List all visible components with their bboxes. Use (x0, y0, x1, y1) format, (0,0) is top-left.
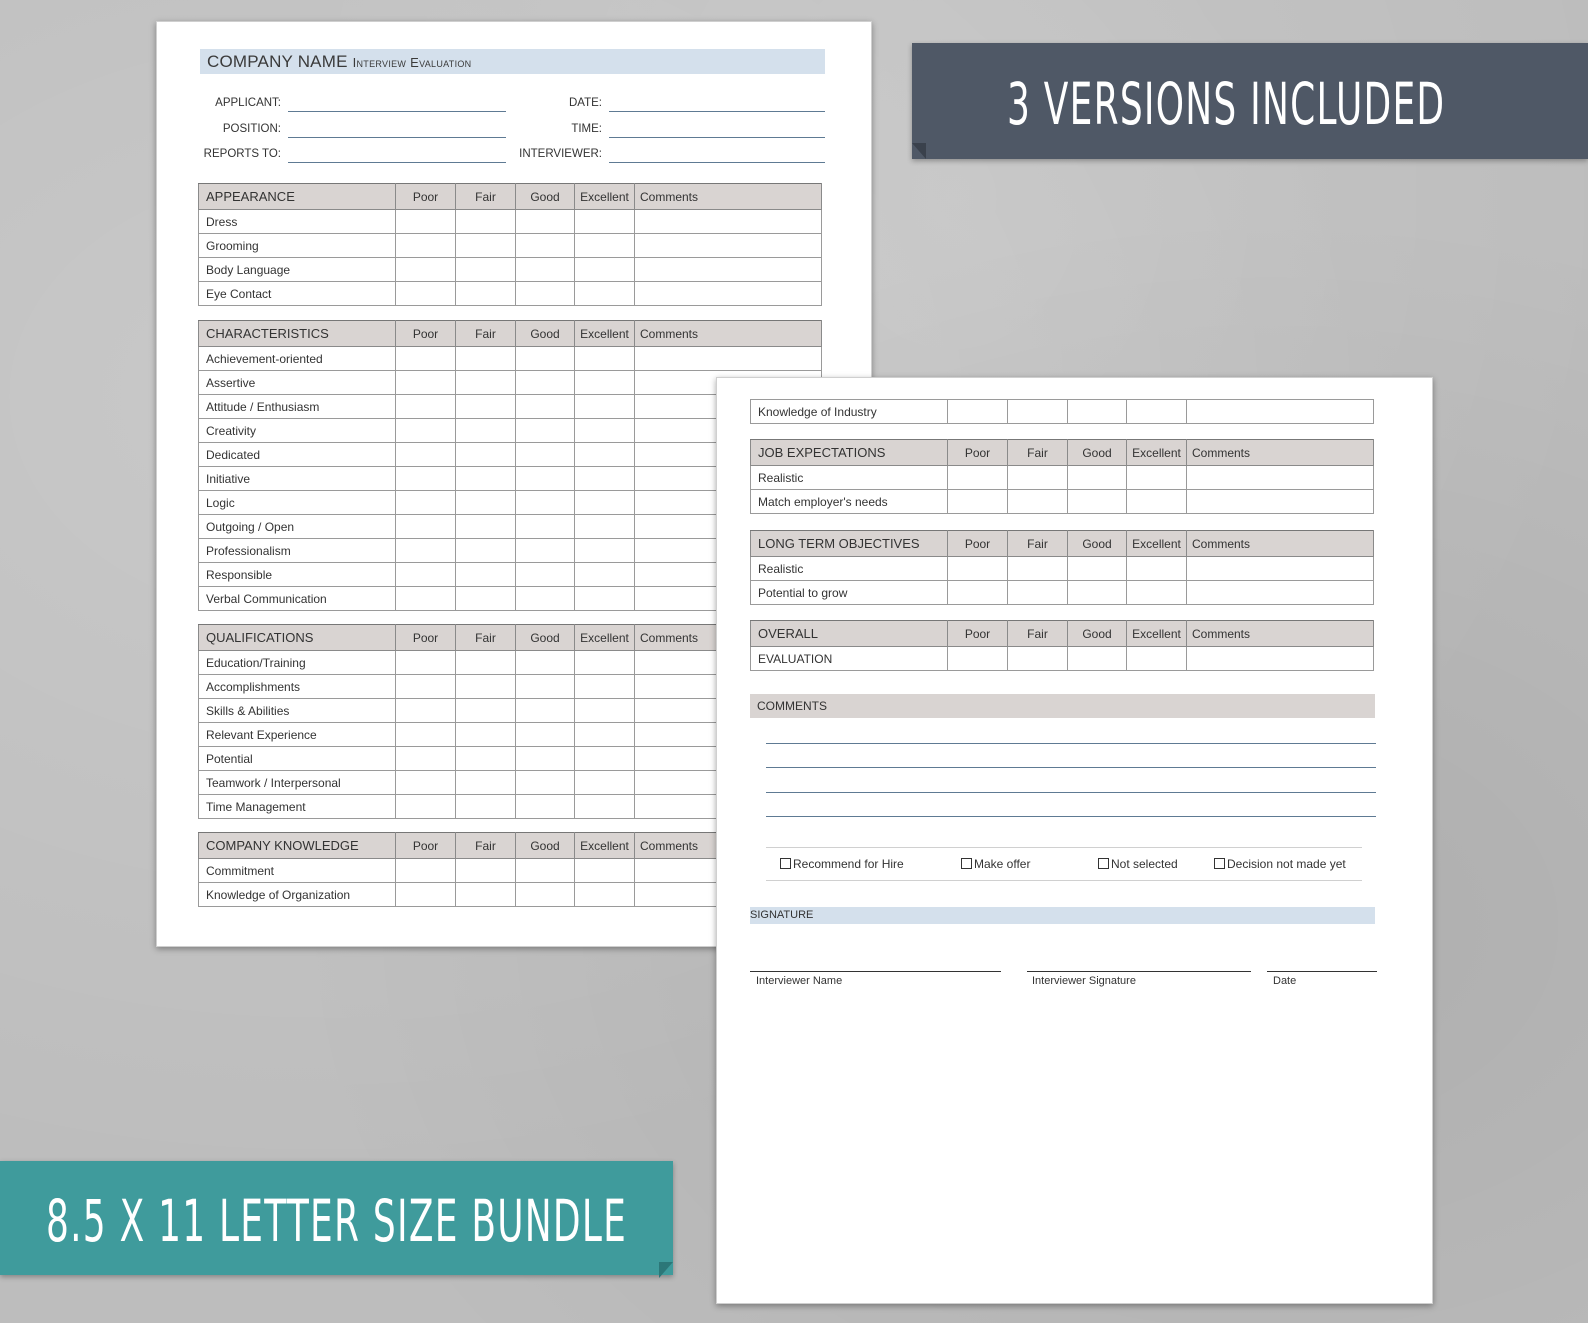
rating-cell[interactable] (1068, 400, 1127, 424)
comment-cell[interactable] (1187, 581, 1374, 605)
column-header: Fair (456, 833, 516, 859)
table-row (751, 557, 1374, 581)
rating-cell[interactable] (575, 491, 635, 515)
make-offer-checkbox[interactable] (961, 857, 1030, 871)
rating-cell[interactable] (1127, 647, 1187, 671)
checkbox-label: Decision not made yet (1227, 857, 1346, 871)
rating-cell[interactable] (456, 795, 516, 819)
interviewer-field[interactable] (609, 162, 825, 163)
applicant-label: APPLICANT: (215, 97, 281, 109)
rating-table (750, 530, 1374, 605)
rating-cell[interactable] (948, 647, 1008, 671)
rating-cell[interactable] (516, 747, 575, 771)
rating-cell[interactable] (516, 539, 575, 563)
rating-cell[interactable] (516, 234, 575, 258)
criterion-label: Relevant Experience (199, 723, 396, 747)
date-label: DATE: (568, 97, 602, 109)
comment-cell[interactable] (1187, 647, 1374, 671)
rating-cell[interactable] (516, 515, 575, 539)
recommend-for-hire-checkbox[interactable] (780, 857, 904, 871)
rating-cell[interactable] (1068, 466, 1127, 490)
rating-cell[interactable] (1127, 557, 1187, 581)
rating-cell[interactable] (575, 347, 635, 371)
rating-table (750, 620, 1374, 671)
column-header: Fair (456, 184, 516, 210)
rating-cell[interactable] (516, 282, 575, 306)
rating-table (750, 399, 1374, 424)
rating-cell[interactable] (396, 371, 456, 395)
rating-cell[interactable] (575, 443, 635, 467)
column-header: Comments (1187, 621, 1374, 647)
column-header: Fair (1008, 531, 1068, 557)
column-header: Good (516, 833, 575, 859)
checkbox-label: Not selected (1111, 857, 1178, 871)
rating-cell[interactable] (456, 347, 516, 371)
rating-cell[interactable] (456, 883, 516, 907)
rating-cell[interactable] (456, 234, 516, 258)
rating-cell[interactable] (396, 515, 456, 539)
rating-cell[interactable] (575, 859, 635, 883)
table-row (751, 466, 1374, 490)
rating-cell[interactable] (396, 795, 456, 819)
column-header: Comments (1187, 440, 1374, 466)
rating-cell[interactable] (456, 859, 516, 883)
decision-options (766, 847, 1362, 881)
form-subtitle: Interview Evaluation (352, 55, 472, 70)
criterion-label: Dedicated (199, 443, 396, 467)
comment-line[interactable] (766, 767, 1376, 768)
rating-cell[interactable] (396, 883, 456, 907)
criterion-label: Initiative (199, 467, 396, 491)
rating-cell[interactable] (396, 210, 456, 234)
rating-cell[interactable] (516, 443, 575, 467)
rating-cell[interactable] (396, 539, 456, 563)
banner-fold (659, 1262, 673, 1278)
table-row (199, 258, 822, 282)
criterion-label: Time Management (199, 795, 396, 819)
rating-cell[interactable] (575, 395, 635, 419)
decision-not-made-checkbox[interactable] (1214, 857, 1346, 871)
criterion-label: Eye Contact (199, 282, 396, 306)
comment-line[interactable] (766, 792, 1376, 793)
criterion-label: Professionalism (199, 539, 396, 563)
rating-cell[interactable] (1127, 581, 1187, 605)
rating-cell[interactable] (1068, 581, 1127, 605)
rating-cell[interactable] (516, 210, 575, 234)
checkbox-label: Recommend for Hire (793, 857, 904, 871)
size-banner-text: 8.5 X 11 LETTER SIZE BUNDLE (46, 1187, 628, 1255)
rating-cell[interactable] (456, 210, 516, 234)
criterion-label: Achievement-oriented (199, 347, 396, 371)
comment-cell[interactable] (1187, 557, 1374, 581)
versions-banner-text: 3 VERSIONS INCLUDED (1007, 70, 1446, 138)
column-header: Fair (1008, 621, 1068, 647)
evaluation-page-2 (716, 377, 1433, 1304)
rating-cell[interactable] (948, 581, 1008, 605)
criterion-label: Knowledge of Industry (751, 400, 948, 424)
rating-cell[interactable] (575, 419, 635, 443)
criterion-label: EVALUATION (751, 647, 948, 671)
comment-cell[interactable] (1187, 400, 1374, 424)
rating-cell[interactable] (396, 771, 456, 795)
criterion-label: Commitment (199, 859, 396, 883)
table-row (199, 347, 822, 371)
time-field[interactable] (609, 137, 825, 138)
reports-to-field[interactable] (288, 162, 506, 163)
rating-cell[interactable] (575, 795, 635, 819)
rating-cell[interactable] (1008, 557, 1068, 581)
column-header: Fair (456, 625, 516, 651)
criterion-label: Dress (199, 210, 396, 234)
rating-cell[interactable] (516, 859, 575, 883)
column-header: Excellent (575, 833, 635, 859)
section-title: QUALIFICATIONS (199, 625, 396, 651)
column-header: Good (1068, 621, 1127, 647)
rating-cell[interactable] (456, 443, 516, 467)
column-header: Poor (396, 625, 456, 651)
position-field[interactable] (288, 137, 506, 138)
rating-cell[interactable] (516, 419, 575, 443)
column-header: Good (516, 625, 575, 651)
rating-cell[interactable] (575, 699, 635, 723)
rating-cell[interactable] (456, 651, 516, 675)
rating-cell[interactable] (1008, 581, 1068, 605)
time-label: TIME: (571, 123, 602, 135)
rating-cell[interactable] (575, 234, 635, 258)
table-row (199, 234, 822, 258)
column-header: Comments (635, 625, 822, 651)
comment-cell[interactable] (1187, 490, 1374, 514)
column-header: Excellent (575, 321, 635, 347)
rating-cell[interactable] (516, 883, 575, 907)
rating-cell[interactable] (1008, 647, 1068, 671)
rating-cell[interactable] (396, 859, 456, 883)
column-header: Poor (948, 440, 1008, 466)
rating-cell[interactable] (396, 258, 456, 282)
column-header: Excellent (575, 625, 635, 651)
interviewer-label: INTERVIEWER: (519, 148, 602, 160)
rating-cell[interactable] (456, 491, 516, 515)
column-header: Excellent (1127, 621, 1187, 647)
rating-cell[interactable] (396, 563, 456, 587)
applicant-field[interactable] (288, 111, 506, 112)
rating-cell[interactable] (456, 699, 516, 723)
rating-cell[interactable] (456, 395, 516, 419)
comment-cell[interactable] (635, 210, 822, 234)
rating-cell[interactable] (575, 539, 635, 563)
rating-cell[interactable] (456, 587, 516, 611)
not-selected-checkbox[interactable] (1098, 857, 1178, 871)
comment-cell[interactable] (635, 258, 822, 282)
column-header: Good (516, 321, 575, 347)
column-header: Good (516, 184, 575, 210)
rating-cell[interactable] (1068, 490, 1127, 514)
criterion-label: Realistic (751, 466, 948, 490)
comment-cell[interactable] (1187, 466, 1374, 490)
rating-cell[interactable] (1068, 647, 1127, 671)
criterion-label: Grooming (199, 234, 396, 258)
rating-cell[interactable] (575, 282, 635, 306)
rating-cell[interactable] (516, 795, 575, 819)
rating-cell[interactable] (456, 563, 516, 587)
rating-cell[interactable] (575, 747, 635, 771)
interviewer-name-label: Interviewer Name (756, 975, 843, 987)
rating-cell[interactable] (948, 400, 1008, 424)
signature-date-field[interactable] (1267, 971, 1377, 972)
column-header: Excellent (575, 184, 635, 210)
reports-to-label: REPORTS TO: (203, 148, 281, 160)
rating-cell[interactable] (516, 699, 575, 723)
section-title: APPEARANCE (199, 184, 396, 210)
comment-cell[interactable] (635, 234, 822, 258)
checkbox-icon (1098, 858, 1109, 869)
table-row (751, 400, 1374, 424)
rating-cell[interactable] (456, 258, 516, 282)
rating-cell[interactable] (575, 675, 635, 699)
rating-cell[interactable] (396, 419, 456, 443)
table-row (751, 647, 1374, 671)
criterion-label: Creativity (199, 419, 396, 443)
rating-cell[interactable] (396, 467, 456, 491)
rating-cell[interactable] (516, 563, 575, 587)
rating-cell[interactable] (396, 491, 456, 515)
interviewer-signature-label: Interviewer Signature (1032, 975, 1136, 987)
rating-cell[interactable] (396, 443, 456, 467)
rating-cell[interactable] (396, 675, 456, 699)
table-row (199, 210, 822, 234)
criterion-label: Potential (199, 747, 396, 771)
rating-cell[interactable] (1008, 400, 1068, 424)
rating-cell[interactable] (948, 490, 1008, 514)
rating-cell[interactable] (456, 419, 516, 443)
criterion-label: Responsible (199, 563, 396, 587)
criterion-label: Verbal Communication (199, 587, 396, 611)
criterion-label: Knowledge of Organization (199, 883, 396, 907)
date-field[interactable] (609, 111, 825, 112)
rating-cell[interactable] (516, 723, 575, 747)
rating-cell[interactable] (456, 747, 516, 771)
rating-table (750, 439, 1374, 514)
criterion-label: Accomplishments (199, 675, 396, 699)
criterion-label: Body Language (199, 258, 396, 282)
criterion-label: Match employer's needs (751, 490, 948, 514)
criterion-label: Education/Training (199, 651, 396, 675)
rating-cell[interactable] (1127, 466, 1187, 490)
comments-header: COMMENTS (750, 694, 1375, 718)
rating-cell[interactable] (575, 467, 635, 491)
rating-cell[interactable] (516, 491, 575, 515)
section-title: CHARACTERISTICS (199, 321, 396, 347)
column-header: Comments (1187, 531, 1374, 557)
section-title: OVERALL (751, 621, 948, 647)
rating-cell[interactable] (948, 466, 1008, 490)
checkbox-icon (961, 858, 972, 869)
rating-cell[interactable] (516, 395, 575, 419)
checkbox-label: Make offer (974, 857, 1031, 871)
criterion-label: Potential to grow (751, 581, 948, 605)
column-header: Good (1068, 531, 1127, 557)
rating-cell[interactable] (575, 651, 635, 675)
rating-cell[interactable] (396, 234, 456, 258)
column-header: Comments (635, 833, 822, 859)
rating-cell[interactable] (1008, 490, 1068, 514)
form-title (200, 49, 825, 74)
rating-cell[interactable] (575, 258, 635, 282)
column-header: Poor (396, 184, 456, 210)
table-row (751, 490, 1374, 514)
rating-cell[interactable] (516, 771, 575, 795)
criterion-label: Realistic (751, 557, 948, 581)
rating-cell[interactable] (456, 371, 516, 395)
comment-cell[interactable] (635, 347, 822, 371)
criterion-label: Outgoing / Open (199, 515, 396, 539)
table-row (751, 581, 1374, 605)
banner-fold (912, 143, 926, 159)
column-header: Fair (456, 321, 516, 347)
rating-cell[interactable] (575, 515, 635, 539)
rating-cell[interactable] (1008, 466, 1068, 490)
rating-cell[interactable] (516, 371, 575, 395)
rating-cell[interactable] (456, 467, 516, 491)
column-header: Poor (948, 531, 1008, 557)
column-header: Poor (396, 321, 456, 347)
rating-cell[interactable] (516, 587, 575, 611)
rating-cell[interactable] (575, 371, 635, 395)
rating-cell[interactable] (575, 883, 635, 907)
rating-cell[interactable] (396, 395, 456, 419)
interviewer-signature-field[interactable] (1027, 971, 1251, 972)
rating-cell[interactable] (456, 539, 516, 563)
rating-cell[interactable] (1068, 557, 1127, 581)
column-header: Excellent (1127, 531, 1187, 557)
column-header: Comments (635, 321, 822, 347)
rating-cell[interactable] (396, 747, 456, 771)
rating-cell[interactable] (396, 347, 456, 371)
rating-cell[interactable] (396, 651, 456, 675)
rating-cell[interactable] (575, 587, 635, 611)
rating-cell[interactable] (575, 210, 635, 234)
criterion-label: Assertive (199, 371, 396, 395)
comment-line[interactable] (766, 743, 1376, 744)
criterion-label: Skills & Abilities (199, 699, 396, 723)
rating-cell[interactable] (575, 563, 635, 587)
rating-cell[interactable] (456, 723, 516, 747)
company-name: COMPANY NAME (207, 52, 348, 71)
rating-cell[interactable] (396, 699, 456, 723)
rating-cell[interactable] (456, 771, 516, 795)
rating-table (198, 183, 822, 306)
position-label: POSITION: (222, 123, 281, 135)
section-title: LONG TERM OBJECTIVES (751, 531, 948, 557)
column-header: Poor (396, 833, 456, 859)
rating-cell[interactable] (396, 282, 456, 306)
rating-cell[interactable] (516, 651, 575, 675)
rating-cell[interactable] (948, 557, 1008, 581)
rating-cell[interactable] (1127, 490, 1187, 514)
signature-date-label: Date (1273, 975, 1297, 987)
rating-cell[interactable] (516, 258, 575, 282)
checkbox-icon (780, 858, 791, 869)
rating-cell[interactable] (456, 282, 516, 306)
column-header: Fair (1008, 440, 1068, 466)
rating-cell[interactable] (396, 587, 456, 611)
rating-cell[interactable] (516, 467, 575, 491)
criterion-label: Logic (199, 491, 396, 515)
rating-cell[interactable] (516, 675, 575, 699)
checkbox-icon (1214, 858, 1225, 869)
comment-cell[interactable] (635, 282, 822, 306)
rating-cell[interactable] (575, 723, 635, 747)
column-header: Poor (948, 621, 1008, 647)
column-header: Good (1068, 440, 1127, 466)
rating-cell[interactable] (516, 347, 575, 371)
section-title: JOB EXPECTATIONS (751, 440, 948, 466)
rating-cell[interactable] (396, 723, 456, 747)
criterion-label: Teamwork / Interpersonal (199, 771, 396, 795)
rating-cell[interactable] (456, 515, 516, 539)
signature-header: SIGNATURE (750, 907, 1375, 924)
criterion-label: Attitude / Enthusiasm (199, 395, 396, 419)
rating-cell[interactable] (1127, 400, 1187, 424)
comment-line[interactable] (766, 816, 1376, 817)
section-title: COMPANY KNOWLEDGE (199, 833, 396, 859)
column-header: Excellent (1127, 440, 1187, 466)
rating-cell[interactable] (575, 771, 635, 795)
column-header: Comments (635, 184, 822, 210)
interviewer-name-field[interactable] (750, 971, 1001, 972)
rating-cell[interactable] (456, 675, 516, 699)
table-row (199, 282, 822, 306)
